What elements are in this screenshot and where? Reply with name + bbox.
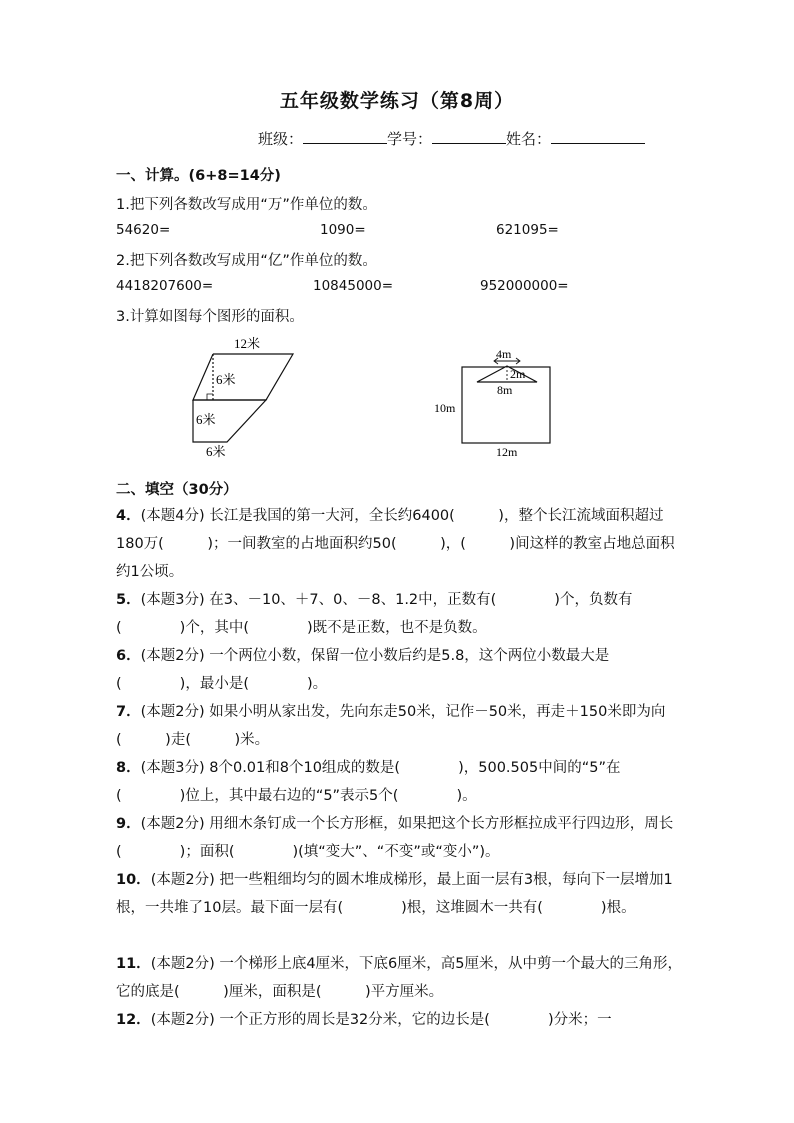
question-text: (本题3分) 在3、－10、＋7、0、－8、1.2中，正数有( )个，负数有( )个，其中( )既不是正数，也不是负数。: [116, 592, 633, 636]
question-2: 2.把下列各数改写成用“亿”作单位的数。: [116, 253, 377, 269]
question-number: 5．: [116, 592, 141, 608]
right-angle-mark: [207, 394, 213, 400]
question-text: (本题4分) 长江是我国的第一大河，全长约6400( )，整个长江流域面积超过180万( )；一间教室的占地面积约50( )，( )间这样的教室占地总面积约1公顷。: [116, 508, 675, 580]
fig1-top-label: 12米: [234, 336, 261, 351]
parallelogram-shape: [193, 354, 293, 400]
fig1-side-label: 6米: [196, 412, 216, 427]
id-blank: [432, 129, 506, 144]
student-info: [258, 128, 645, 149]
question-text: (本题2分) 如果小明从家出发，先向东走50米，记作－50米，再走＋150米即为向( )走( )米。: [116, 704, 666, 748]
q2-item-2: 10845000=: [313, 278, 394, 294]
section2-heading: 二、填空（30分）: [116, 482, 238, 498]
name-blank: [551, 129, 645, 144]
name-label: 姓名：: [506, 130, 552, 148]
q1-item-1: 54620=: [116, 222, 171, 238]
fig2-bottom-label: 12m: [496, 445, 518, 459]
class-blank: [303, 129, 387, 144]
figure-2: [430, 342, 570, 462]
question-number: 4．: [116, 508, 141, 524]
question-5: [116, 586, 682, 642]
question-number: 9．: [116, 816, 141, 832]
question-4: [116, 502, 682, 586]
question-text: (本题3分) 8个0.01和8个10组成的数是( )，500.505中间的“5”在( )位上，其中最右边的“5”表示5个( )。: [116, 760, 621, 804]
section1-heading: 一、计算。(6+8=14分): [116, 168, 281, 184]
question-number: 7．: [116, 704, 141, 720]
fig2-triangle-height-label: 2m: [510, 367, 526, 381]
question-8: [116, 754, 682, 810]
fig1-bottom-label: 6米: [206, 444, 226, 459]
question-text: (本题2分) 用细木条钉成一个长方形框，如果把这个长方形框拉成平行四边形，周长( )；面积( )(填“变大”、“不变”或“变小”)。: [116, 816, 674, 860]
question-number: 10．: [116, 872, 151, 888]
id-label: 学号：: [387, 130, 433, 148]
fig1-height-label: 6米: [216, 372, 236, 387]
q2-item-3: 952000000=: [480, 278, 569, 294]
question-11: [116, 950, 682, 1006]
q1-item-3: 621095=: [496, 222, 559, 238]
figure-1: [180, 332, 310, 462]
question-number: 11．: [116, 956, 151, 972]
q1-item-2: 1090=: [320, 222, 366, 238]
question-9: [116, 810, 682, 866]
question-number: 8．: [116, 760, 141, 776]
question-1: 1.把下列各数改写成用“万”作单位的数。: [116, 197, 377, 213]
question-7: [116, 698, 682, 754]
question-12: [116, 1006, 682, 1034]
question-text: (本题2分) 一个两位小数，保留一位小数后约是5.8，这个两位小数最大是( )，最小是( )。: [116, 648, 610, 692]
question-text: (本题2分) 一个正方形的周长是32分米，它的边长是( )分米；一: [150, 1012, 612, 1028]
question-number: 6．: [116, 648, 141, 664]
question-10: [116, 866, 682, 922]
question-6: [116, 642, 682, 698]
question-3: 3.计算如图每个图形的面积。: [116, 309, 304, 325]
fig2-base-label: 8m: [497, 383, 513, 397]
question-text: (本题2分) 一个梯形上底4厘米，下底6厘米，高5厘米，从中剪一个最大的三角形，它的底是( )厘米，面积是( )平方厘米。: [116, 956, 683, 1000]
q2-item-1: 4418207600=: [116, 278, 214, 294]
class-label: 班级：: [258, 130, 304, 148]
page-title: 五年级数学练习（第8周）: [279, 90, 515, 112]
question-number: 12．: [116, 1012, 151, 1028]
fig2-top-label: 4m: [496, 347, 512, 361]
fig2-left-label: 10m: [434, 401, 456, 415]
question-text: (本题2分) 把一些粗细均匀的圆木堆成梯形，最上面一层有3根，每向下一层增加1根，一共堆了10层。最下面一层有( )根，这堆圆木一共有( )根。: [116, 872, 673, 916]
